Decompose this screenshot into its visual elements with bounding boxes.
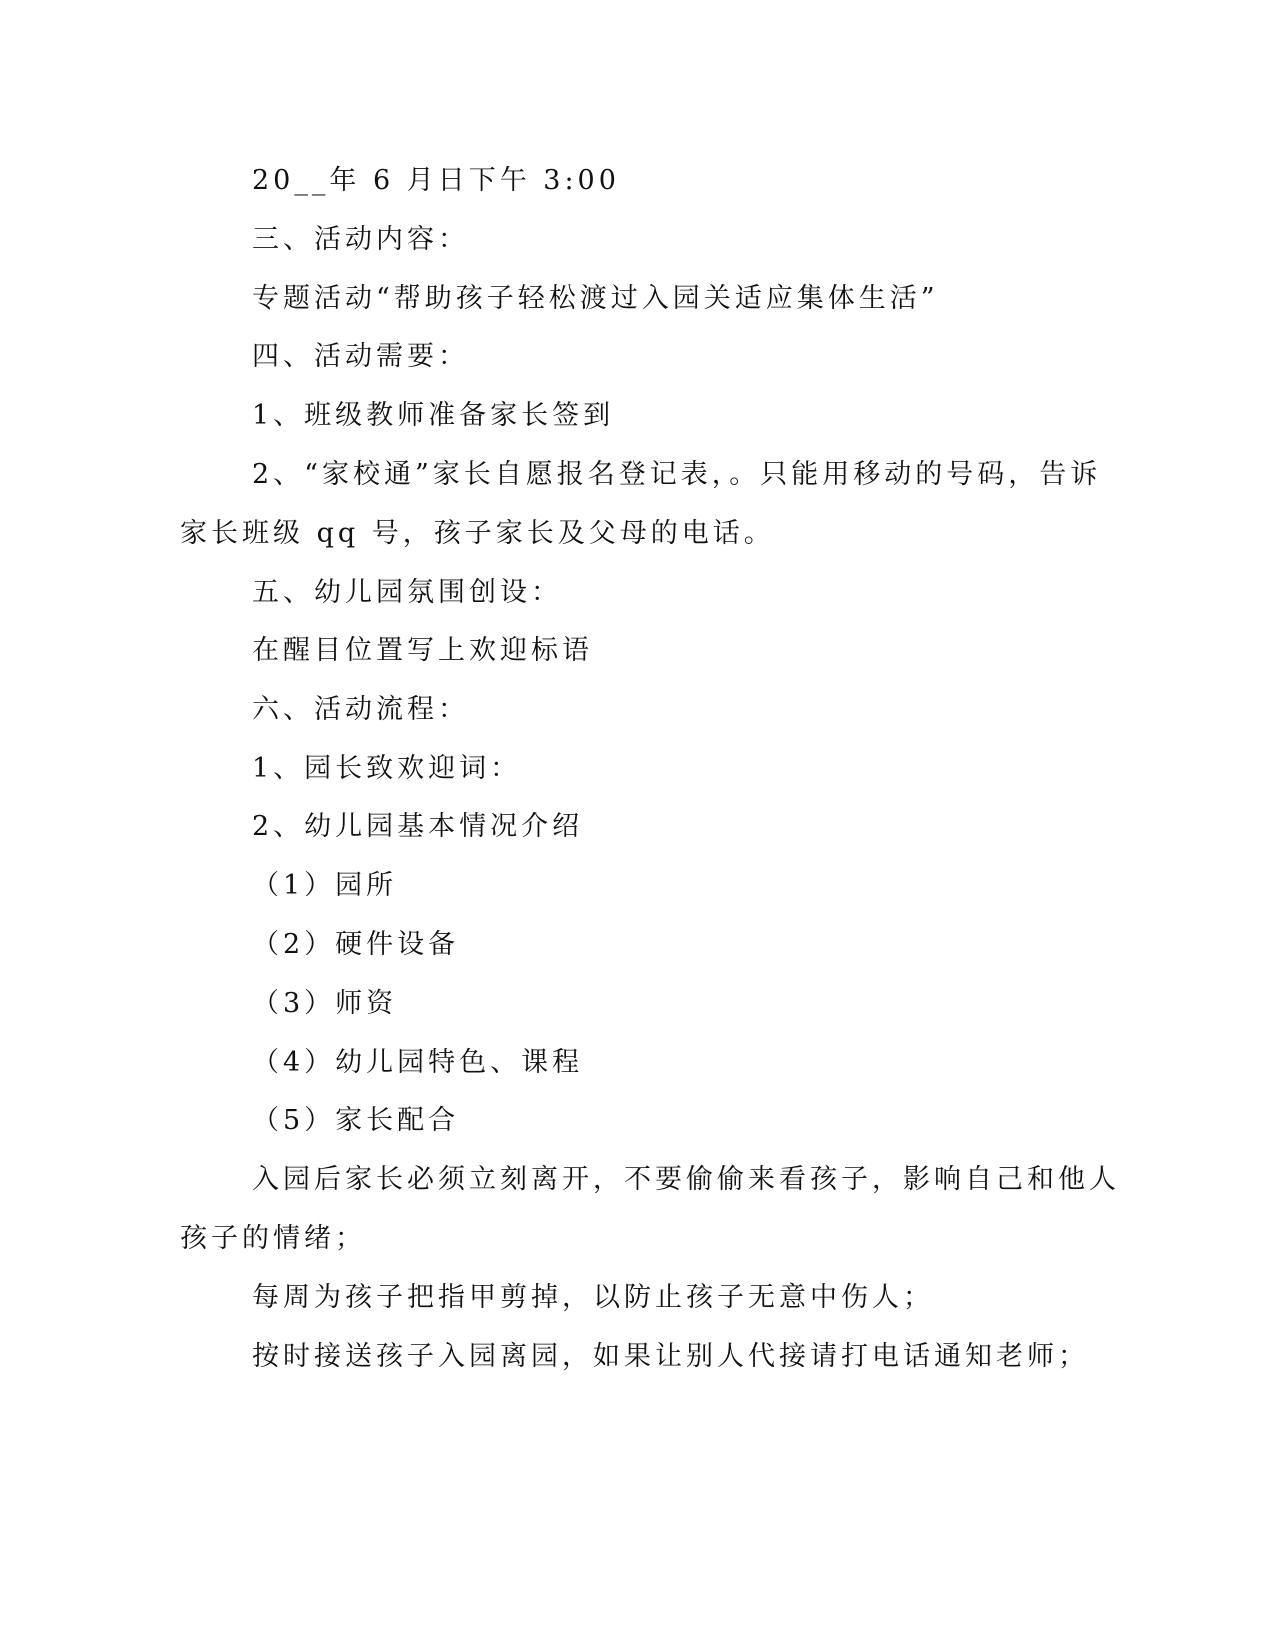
paragraph: 入园后家长必须立刻离开，不要偷偷来看孩子，影响自己和他人 [252, 1164, 1120, 1195]
section-heading: 五、幼儿园氛围创设： [252, 577, 562, 608]
paragraph-continuation: 家长班级 qq 号，孩子家长及父母的电话。 [180, 518, 775, 549]
section-heading: 六、活动流程： [252, 694, 469, 725]
date-time-line: 20__年 6 月日下午 3:00 [252, 165, 620, 196]
paragraph: 在醒目位置写上欢迎标语 [252, 635, 593, 666]
sub-list-item: （2）硬件设备 [252, 929, 460, 960]
list-item: 1、园长致欢迎词： [252, 753, 522, 784]
paragraph: 每周为孩子把指甲剪掉，以防止孩子无意中伤人； [252, 1282, 934, 1313]
paragraph: 专题活动“帮助孩子轻松渡过入园关适应集体生活” [252, 283, 939, 314]
paragraph: 按时接送孩子入园离园，如果让别人代接请打电话通知老师； [252, 1341, 1089, 1372]
section-heading: 三、活动内容： [252, 224, 469, 255]
sub-list-item: （3）师资 [252, 988, 398, 1019]
sub-list-item: （5）家长配合 [252, 1105, 460, 1136]
list-item: 2、幼儿园基本情况介绍 [252, 811, 584, 842]
list-item: 1、班级教师准备家长签到 [252, 400, 615, 431]
sub-list-item: （4）幼儿园特色、课程 [252, 1047, 584, 1078]
section-heading: 四、活动需要： [252, 341, 469, 372]
sub-list-item: （1）园所 [252, 870, 398, 901]
paragraph-continuation: 孩子的情绪； [180, 1223, 366, 1254]
list-item: 2、“家校通”家长自愿报名登记表，。只能用移动的号码，告诉 [252, 459, 1102, 490]
